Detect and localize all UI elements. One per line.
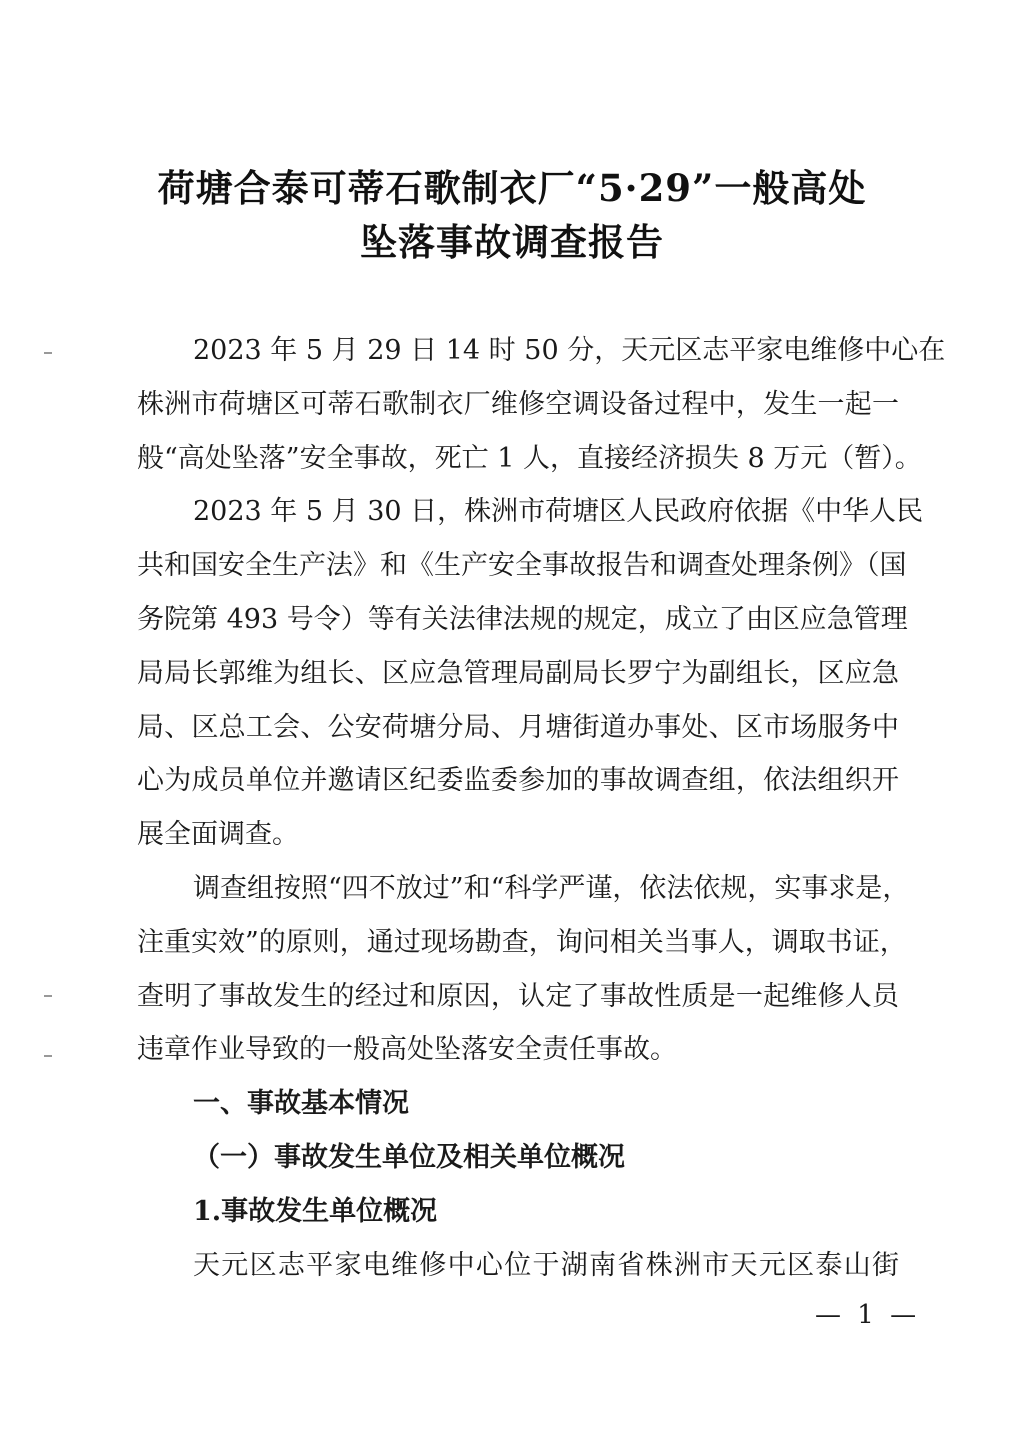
body-text-line: 查明了事故发生的经过和原因，认定了事故性质是一起维修人员 [137, 980, 899, 1012]
page-number: — 1 — [815, 1300, 921, 1330]
report-title-line-2: 坠落事故调查报告 [360, 220, 664, 264]
body-text-line: 共和国安全生产法》和《生产安全事故报告和调查处理条例》（国 [137, 550, 907, 582]
body-text-line: 调查组按照“四不放过”和“科学严谨，依法依规，实事求是， [193, 872, 910, 904]
scan-mark [44, 352, 52, 354]
body-text-line: 2023 年 5 月 29 日 14 时 50 分，天元区志平家电维修中心在 [193, 335, 946, 366]
body-text-line: 注重实效”的原则，通过现场勘查，询问相关当事人，调取书证， [137, 926, 907, 958]
body-text-line: 展全面调查。 [137, 819, 299, 851]
body-text-line: 局局长郭维为组长、区应急管理局副局长罗宁为副组长，区应急 [137, 657, 899, 689]
body-text-line: 株洲市荷塘区可蒂石歌制衣厂维修空调设备过程中，发生一起一 [137, 388, 899, 420]
section-heading: （一）事故发生单位及相关单位概况 [193, 1141, 625, 1173]
scan-mark [44, 995, 52, 997]
body-text-line: 天元区志平家电维修中心位于湖南省株洲市天元区泰山街 [193, 1249, 899, 1281]
body-text-line: 违章作业导致的一般高处坠落安全责任事故。 [137, 1034, 677, 1066]
body-text-line: 般“高处坠落”安全事故，死亡 1 人，直接经济损失 8 万元（暂）。 [137, 442, 922, 474]
section-heading: 1.事故发生单位概况 [193, 1195, 438, 1227]
report-body [137, 324, 946, 1292]
body-text-line: 心为成员单位并邀请区纪委监委参加的事故调查组，依法组织开 [137, 765, 899, 797]
section-heading: 一、事故基本情况 [193, 1088, 409, 1120]
report-title-line-1: 荷塘合泰可蒂石歌制衣厂“5·29”一般高处 [157, 166, 867, 210]
body-text-line: 局、区总工会、公安荷塘分局、月塘街道办事处、区市场服务中 [137, 711, 899, 743]
body-text-line: 务院第 493 号令）等有关法律法规的规定，成立了由区应急管理 [137, 603, 908, 635]
scan-mark [44, 1055, 52, 1057]
body-text-line: 2023 年 5 月 30 日，株洲市荷塘区人民政府依据《中华人民 [193, 496, 924, 528]
